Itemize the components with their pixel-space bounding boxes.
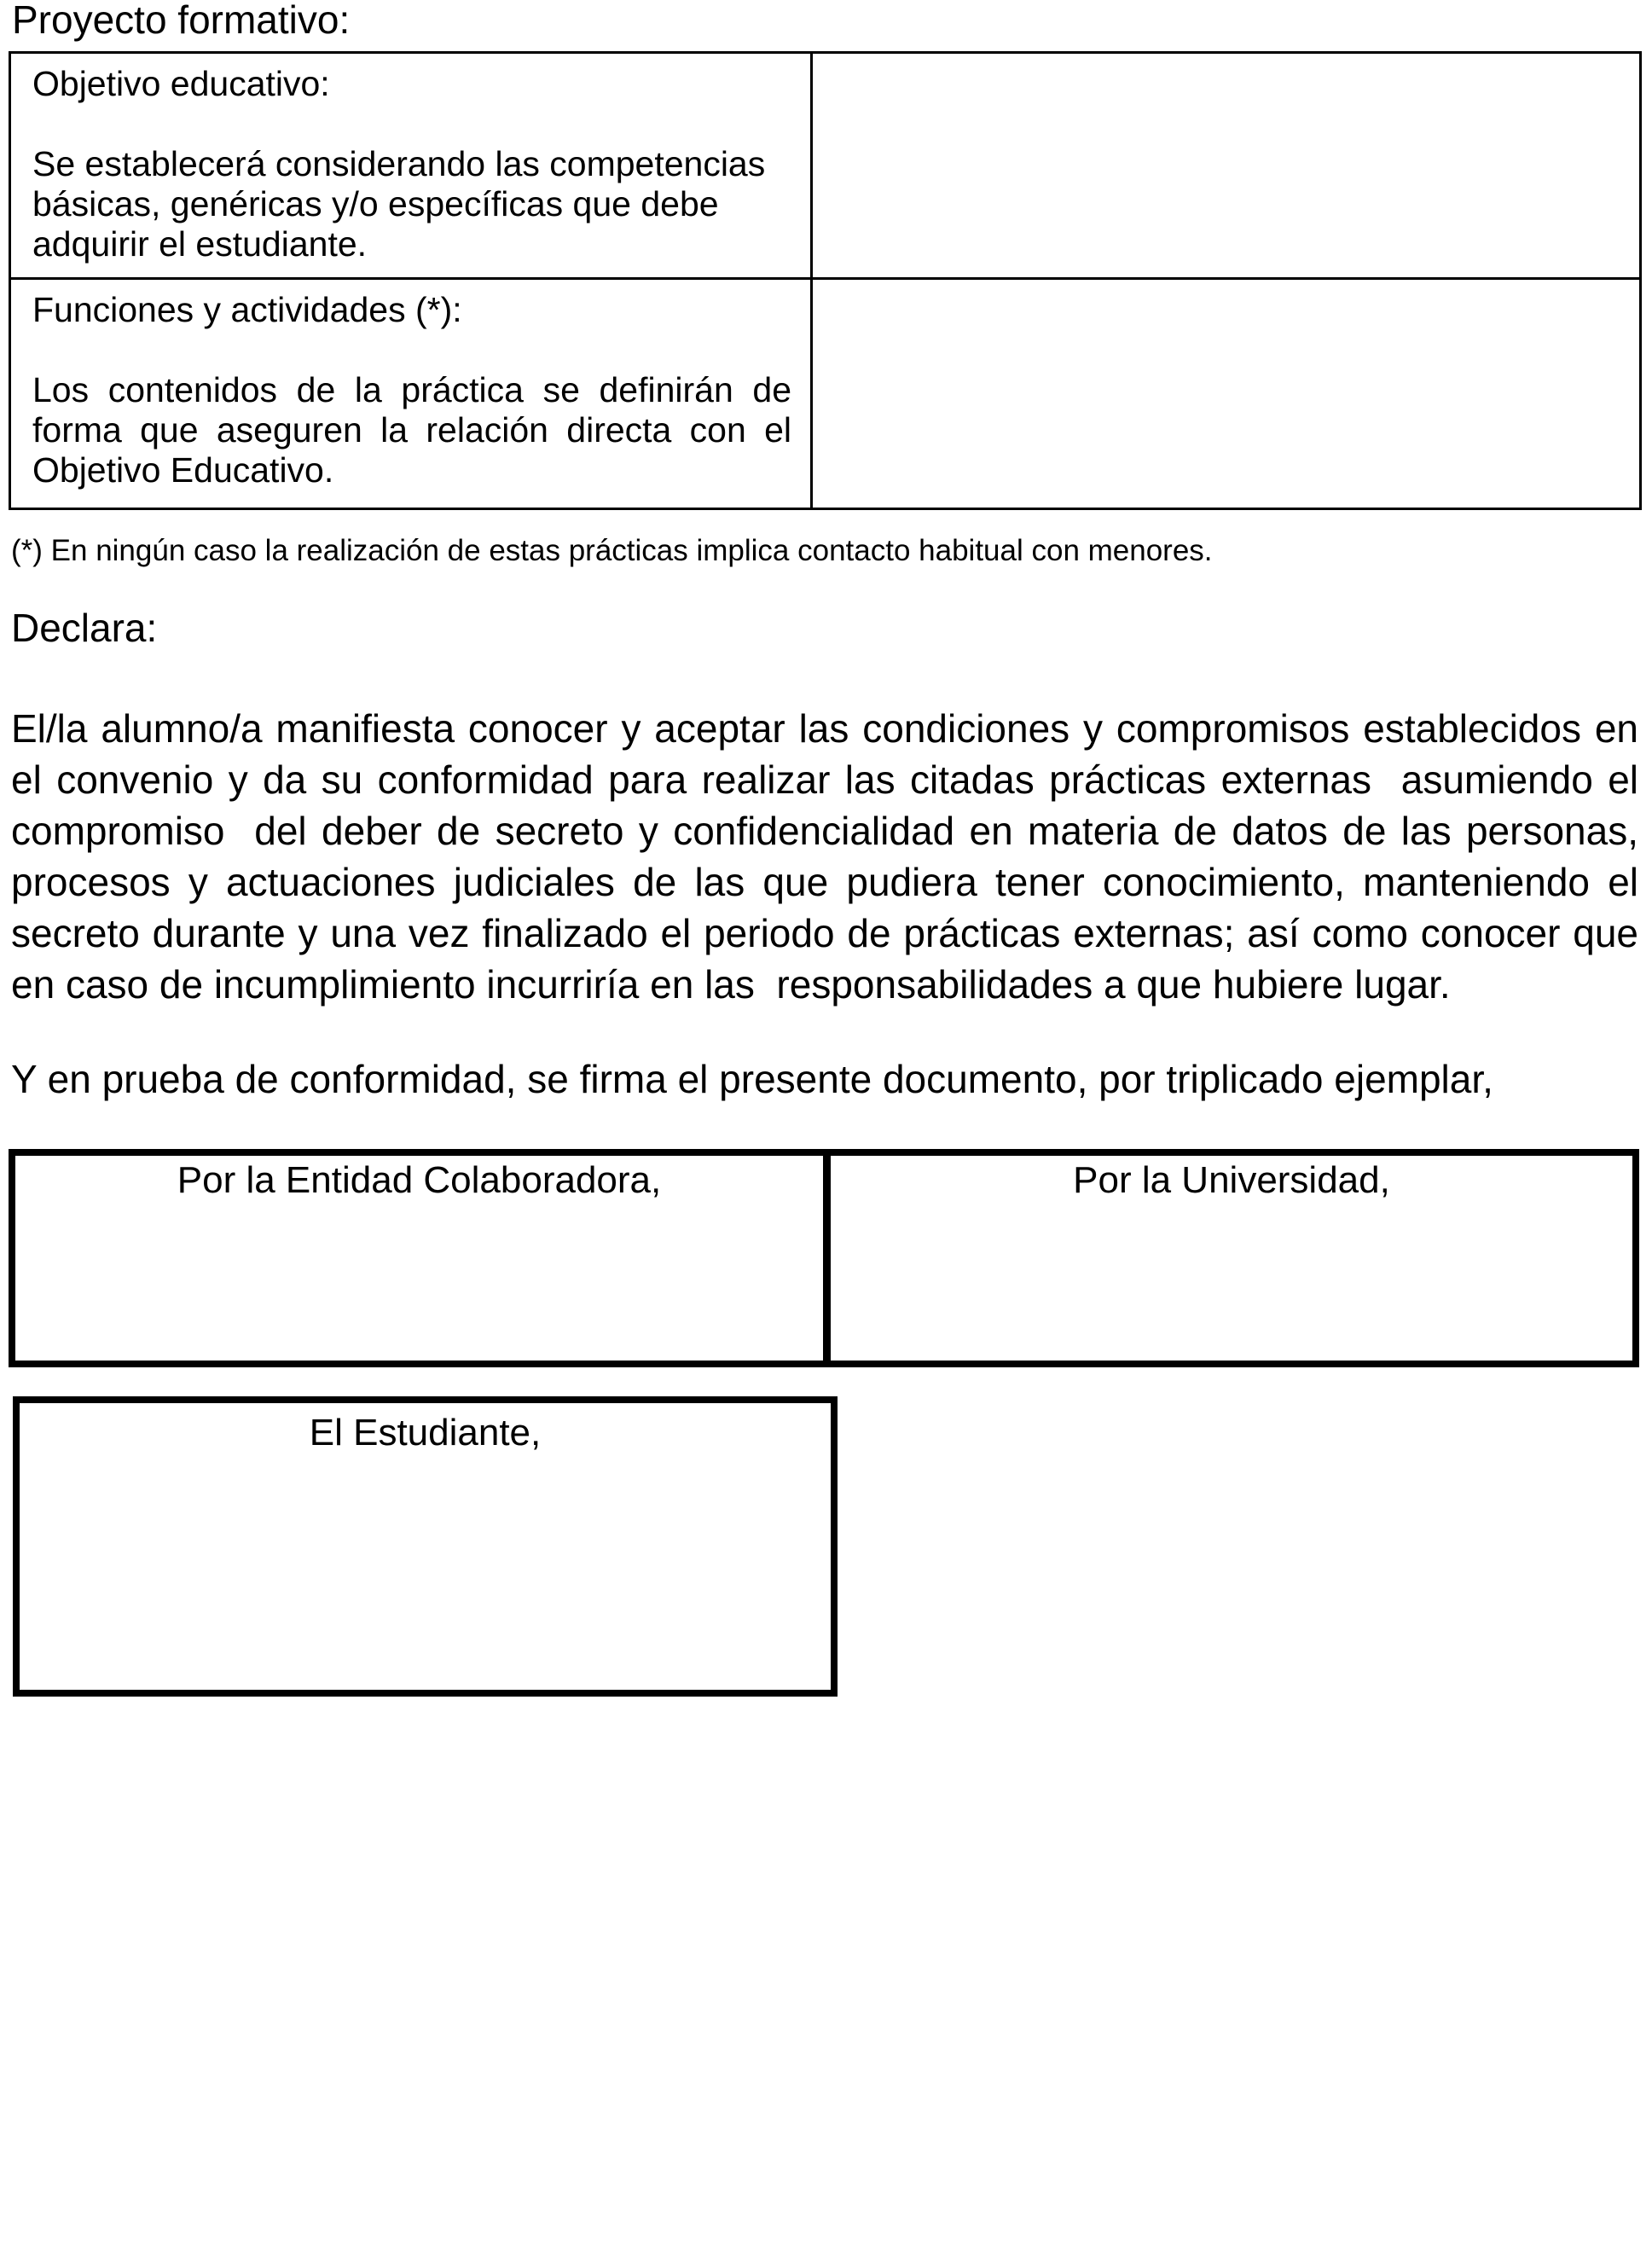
- student-signature-box[interactable]: [13, 1396, 838, 1697]
- declaration-body: El/la alumno/a manifiesta conocer y aceptar las condiciones y compromisos establecidos en el convenio y da su conformidad para realizar las citadas prácticas externas asumiendo el compromiso del deber de secreto y confidencialidad en materia de datos de las personas, procesos y actuaciones judiciales de las que pudiera tener conocimiento, manteniendo el secreto durante y una vez finalizado el periodo de prácticas externas; así como conocer que en caso de incumplimiento incurriría en las responsabilidades a que hubiere lugar.: [11, 706, 1649, 1007]
- university-signature-label: Por la Universidad,: [1073, 1159, 1390, 1201]
- declaration-heading: Declara:: [11, 606, 158, 650]
- objetivo-educativo-label: Objetivo educativo:: [32, 64, 330, 103]
- footnote: (*) En ningún caso la realización de estas prácticas implica contacto habitual con menores.: [11, 534, 1213, 567]
- funciones-actividades-value-area[interactable]: [813, 280, 1639, 508]
- signature-table: [9, 1149, 1639, 1367]
- student-signature-label: El Estudiante,: [309, 1412, 542, 1453]
- objetivo-educativo-value-area[interactable]: [813, 54, 1639, 280]
- entity-signature-box[interactable]: [15, 1156, 831, 1361]
- objetivo-educativo-description: Se establecerá considerando las competencias básicas, genéricas y/o específicas que debe adquirir el estudiante.: [32, 144, 775, 264]
- funciones-actividades-description: Los contenidos de la práctica se definirán de forma que aseguren la relación directa con el Objetivo Educativo.: [32, 370, 802, 490]
- formative-table: [9, 51, 1642, 510]
- page-title: Proyecto formativo:: [12, 0, 351, 42]
- funciones-actividades-cell: [11, 280, 813, 508]
- funciones-actividades-label: Funciones y actividades (*):: [32, 290, 462, 329]
- entity-signature-label: Por la Entidad Colaboradora,: [177, 1159, 662, 1201]
- objetivo-educativo-cell: [11, 54, 813, 280]
- closing-line: Y en prueba de conformidad, se firma el presente documento, por triplicado ejemplar,: [11, 1057, 1493, 1101]
- university-signature-box[interactable]: [831, 1156, 1632, 1361]
